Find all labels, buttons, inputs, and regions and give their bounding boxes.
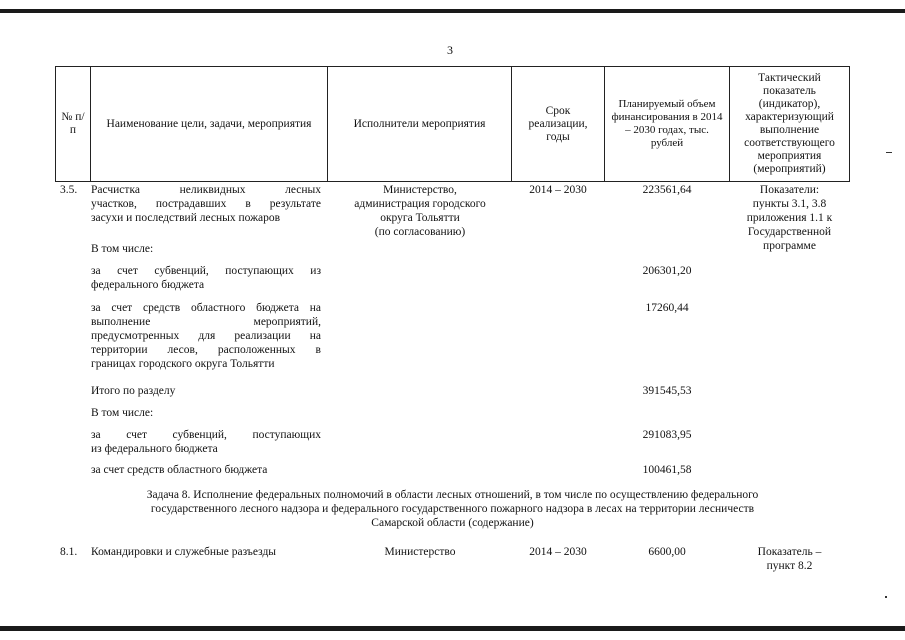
row81-term: 2014 – 2030 bbox=[529, 546, 587, 558]
row81-indicator-line-1: Показатель – bbox=[757, 546, 822, 558]
bottom-rule bbox=[0, 626, 905, 631]
row35-name-line-1: Расчистка неликвидных лесных bbox=[91, 184, 321, 196]
row35-indicator-line-5: программе bbox=[763, 240, 816, 252]
task8-line-1: Задача 8. Исполнение федеральных полномочий в области лесных отношений, в том числе по осуществлению федерального bbox=[146, 489, 759, 501]
task8-line-3: Самарской области (содержание) bbox=[371, 517, 534, 529]
row35-sub2-line-2: выполнение мероприятий, bbox=[91, 316, 321, 328]
header-num: № п/п bbox=[55, 66, 91, 182]
section-total-sub2-amount: 100461,58 bbox=[642, 464, 692, 476]
header-name: Наименование цели, задачи, мероприятия bbox=[90, 66, 328, 182]
row35-indicator-line-1: Показатели: bbox=[759, 184, 820, 196]
scan-mark bbox=[886, 152, 892, 153]
section-total-label: Итого по разделу bbox=[91, 385, 176, 397]
row35-sub2-line-4: территории лесов, расположенных в bbox=[91, 344, 321, 356]
row35-sub2-line-3: предусмотренных для реализации на bbox=[91, 330, 321, 342]
header-indicator: Тактический показатель (индикатор), характеризующий выполнение соответствующего мероприятия (мероприятий) bbox=[729, 66, 850, 182]
row35-sub2-amount: 17260,44 bbox=[645, 302, 689, 314]
row35-indicator-line-2: пункты 3.1, 3.8 bbox=[752, 198, 827, 210]
row35-name-line-2: участков, пострадавших в результате bbox=[91, 198, 321, 210]
row35-executor-line-4: (по согласованию) bbox=[374, 226, 466, 238]
task8-line-2: государственного лесного надзора и федерального государственного пожарного надзора в лесах на территории лесничеств bbox=[150, 503, 755, 515]
row81-executor: Министерство bbox=[384, 546, 456, 558]
header-term: Срок реализации, годы bbox=[511, 66, 605, 182]
scan-dot bbox=[885, 596, 887, 598]
row35-amount: 223561,64 bbox=[642, 184, 692, 196]
row35-sub1-line-2: федерального бюджета bbox=[91, 279, 205, 291]
row81-amount: 6600,00 bbox=[648, 546, 686, 558]
section-total-sub2: за счет средств областного бюджета bbox=[91, 464, 268, 476]
row35-sub2-line-1: за счет средств областного бюджета на bbox=[91, 302, 321, 314]
top-rule bbox=[0, 9, 905, 13]
row35-including: В том числе: bbox=[91, 243, 154, 255]
row81-name: Командировки и служебные разъезды bbox=[91, 546, 277, 558]
row35-sub1-line-1: за счет субвенций, поступающих из bbox=[91, 265, 321, 277]
row35-executor-line-1: Министерство, bbox=[383, 184, 457, 196]
header-executors: Исполнители мероприятия bbox=[327, 66, 512, 182]
section-total-sub1-line-2: из федерального бюджета bbox=[91, 443, 218, 455]
row35-sub1-amount: 206301,20 bbox=[642, 265, 692, 277]
row35-executor-line-2: администрация городского bbox=[354, 198, 486, 210]
row35-sub2-line-5: границах городского округа Тольятти bbox=[91, 358, 275, 370]
row35-indicator-line-4: Государственной bbox=[747, 226, 832, 238]
row35-name-line-3: засухи и последствий лесных пожаров bbox=[91, 212, 281, 224]
row81-num: 8.1. bbox=[60, 546, 78, 558]
section-total-amount: 391545,53 bbox=[642, 385, 692, 397]
section-total-including: В том числе: bbox=[91, 407, 154, 419]
row81-indicator-line-2: пункт 8.2 bbox=[766, 560, 813, 572]
row35-term: 2014 – 2030 bbox=[529, 184, 587, 196]
page-number: 3 bbox=[447, 43, 453, 57]
row35-indicator-line-3: приложения 1.1 к bbox=[746, 212, 833, 224]
row35-executor-line-3: округа Тольятти bbox=[380, 212, 460, 224]
row35-num: 3.5. bbox=[60, 184, 78, 196]
header-financing: Планируемый объем финансирования в 2014 – 2030 годах, тыс. рублей bbox=[604, 66, 730, 182]
section-total-sub1-line-1: за счет субвенций, поступающих bbox=[91, 429, 321, 441]
section-total-sub1-amount: 291083,95 bbox=[642, 429, 692, 441]
